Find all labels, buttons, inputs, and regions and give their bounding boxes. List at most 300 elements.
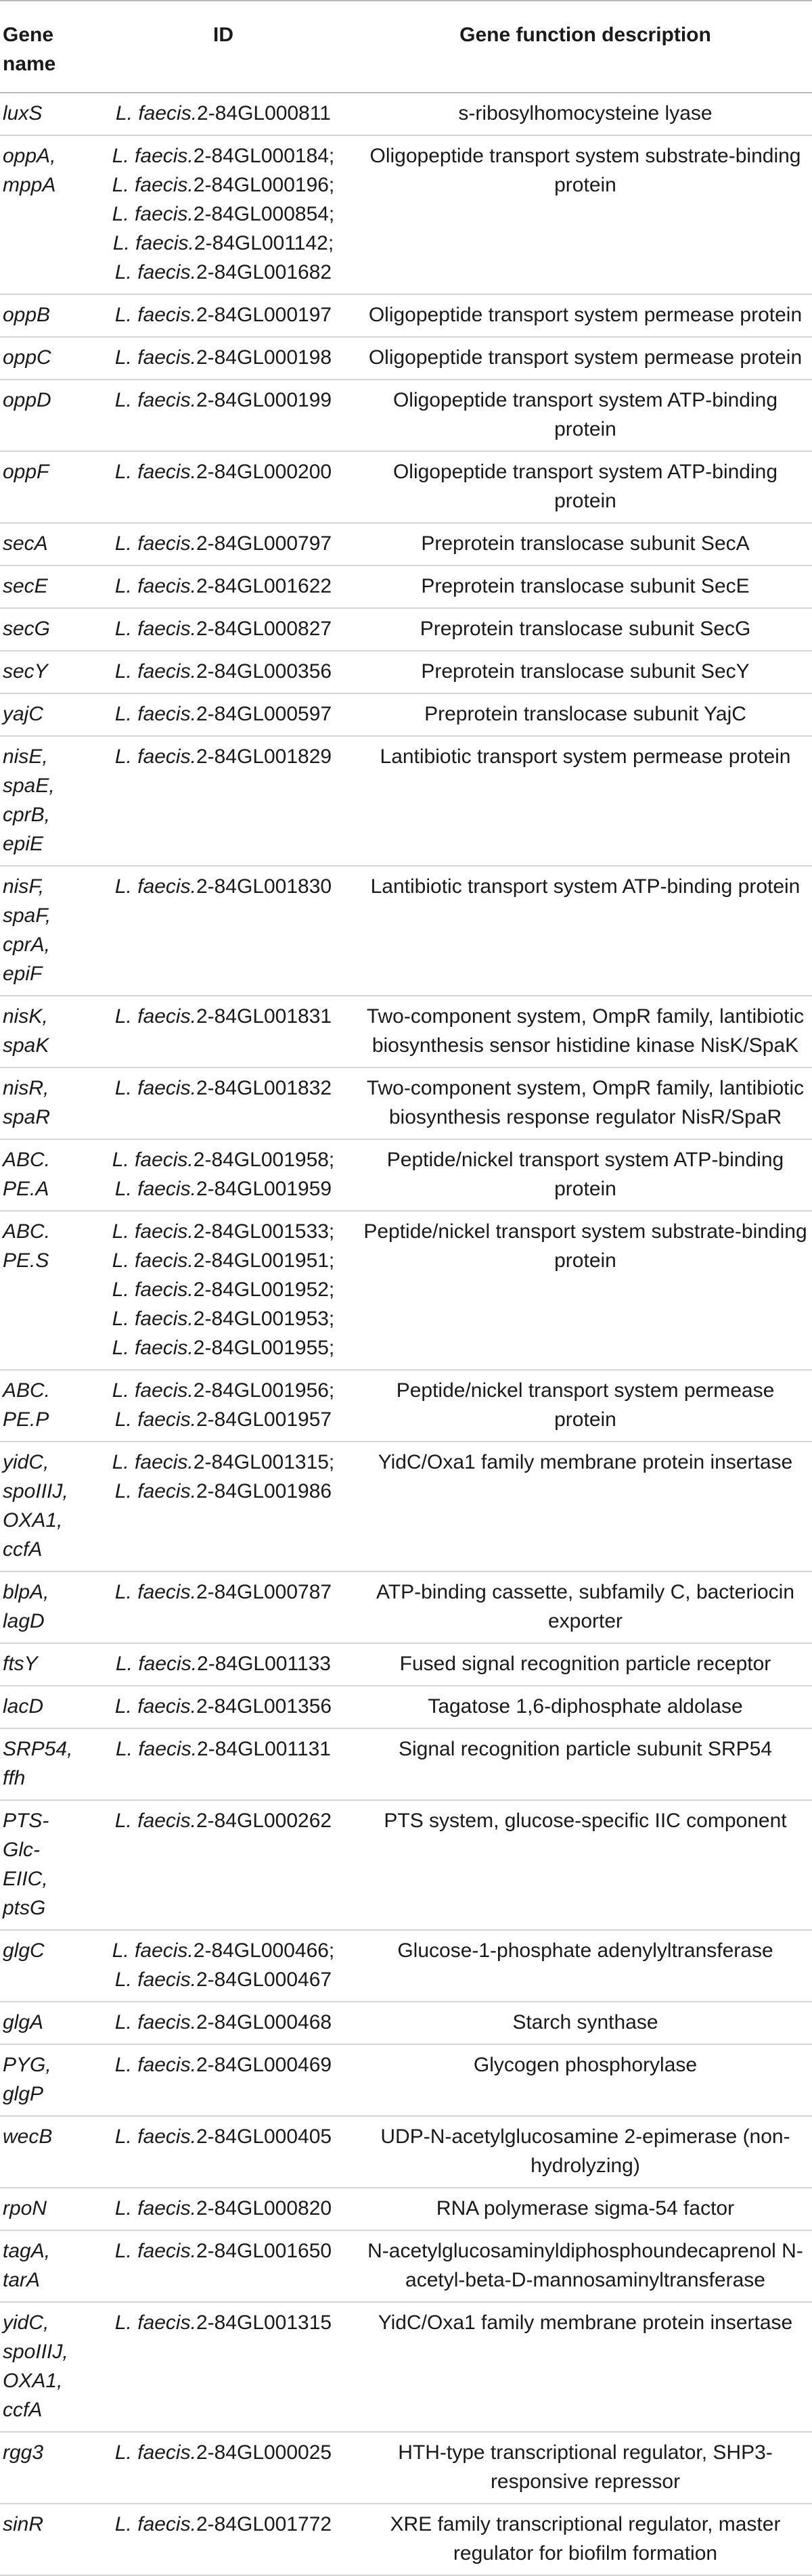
species-prefix: L. faecis. (114, 1005, 196, 1028)
gene-id (92, 457, 355, 486)
gene-name-cell: yajC (0, 693, 88, 736)
gene-id (92, 1333, 355, 1362)
gene-id-cell (88, 93, 359, 135)
gene-id (92, 1936, 355, 1965)
gene-id-number: 2-84GL000466; (193, 1939, 335, 1962)
species-prefix: L. faecis. (112, 1379, 194, 1402)
table-row (0, 135, 812, 294)
gene-description-cell (359, 1800, 812, 1930)
species-prefix: L. faecis. (114, 1178, 196, 1200)
gene-name-cell: secA (0, 523, 88, 566)
gene-description-text: Peptide/nickel transport system substrate-binding protein (363, 1220, 807, 1272)
gene-id (92, 1002, 355, 1031)
species-prefix: L. faecis. (114, 2513, 196, 2535)
gene-id-number: 2-84GL001986 (196, 1480, 332, 1502)
gene-id-cell (88, 1800, 359, 1930)
gene-name-cell: sinR (0, 2504, 88, 2575)
gene-id-cell (88, 451, 359, 523)
species-prefix: L. faecis. (112, 1279, 194, 1301)
gene-id-number: 2-84GL001315; (193, 1451, 335, 1473)
table-row (0, 93, 812, 135)
gene-id (92, 1246, 355, 1275)
table-row (0, 451, 812, 523)
gene-id (92, 343, 355, 372)
description-header: Gene function description (359, 1, 812, 93)
gene-description-cell (359, 2188, 812, 2230)
gene-description-cell (359, 1930, 812, 2002)
gene-description-text: YidC/Oxa1 family membrane protein insertase (378, 2312, 793, 2334)
gene-description-text: Peptide/nickel transport system ATP-binding protein (386, 1149, 784, 1200)
gene-id (92, 1145, 355, 1174)
species-prefix: L. faecis. (112, 1149, 194, 1171)
gene-description-text: Preprotein translocase subunit SecG (420, 618, 751, 640)
table-row (0, 2188, 812, 2230)
gene-id (92, 872, 355, 901)
species-prefix: L. faecis. (114, 575, 196, 597)
gene-description-cell (359, 2044, 812, 2116)
gene-id-cell (88, 1571, 359, 1643)
gene-name-cell: secY (0, 651, 88, 693)
gene-id-cell (88, 1067, 359, 1139)
gene-description-text: Preprotein translocase subunit SecA (421, 532, 750, 555)
gene-id-number: 2-84GL001958; (193, 1149, 335, 1171)
table-row (0, 1571, 812, 1643)
gene-id-cell (88, 1442, 359, 1571)
gene-id (92, 2122, 355, 2151)
gene-id-number: 2-84GL001951; (193, 1249, 335, 1272)
gene-id-number: 2-84GL001650 (196, 2240, 332, 2262)
gene-id (92, 1074, 355, 1103)
gene-name-cell: SRP54, ffh (0, 1728, 88, 1800)
species-prefix: L. faecis. (112, 232, 194, 254)
gene-description-text: Oligopeptide transport system substrate-binding protein (369, 145, 801, 196)
gene-description-text: Oligopeptide transport system permease protein (368, 304, 803, 326)
table-row (0, 2002, 812, 2044)
species-prefix: L. faecis. (112, 1249, 194, 1272)
gene-id (92, 1734, 355, 1764)
gene-description-text: Starch synthase (512, 2011, 658, 2033)
species-prefix: L. faecis. (114, 875, 196, 898)
gene-name-cell: PYG, glgP (0, 2044, 88, 2116)
table-row (0, 380, 812, 451)
gene-description-cell (359, 996, 812, 1067)
table-row (0, 866, 812, 996)
gene-description-text: Preprotein translocase subunit SecE (421, 575, 750, 597)
gene-id-number: 2-84GL001829 (196, 745, 332, 768)
gene-description-text: YidC/Oxa1 family membrane protein insertase (378, 1451, 793, 1473)
gene-id (92, 386, 355, 415)
gene-description-cell (359, 135, 812, 294)
id-header: ID (88, 1, 359, 93)
gene-description-cell (359, 736, 812, 866)
table-row (0, 1930, 812, 2002)
gene-id (92, 1304, 355, 1333)
gene-id-number: 2-84GL000262 (196, 1810, 332, 1832)
gene-id-number: 2-84GL000854; (193, 203, 335, 225)
gene-id (92, 699, 355, 729)
gene-description-text: XRE family transcriptional regulator, master regulator for biofilm formation (390, 2513, 781, 2564)
gene-id-cell (88, 1139, 359, 1211)
gene-id (92, 2194, 355, 2223)
gene-description-cell (359, 1442, 812, 1571)
gene-description-cell (359, 1571, 812, 1643)
gene-description-cell (359, 294, 812, 337)
gene-id-cell (88, 608, 359, 651)
gene-id (92, 170, 355, 200)
gene-description-cell (359, 1728, 812, 1800)
table-row (0, 1211, 812, 1370)
species-prefix: L. faecis. (114, 1695, 196, 1718)
gene-description-text: Fused signal recognition particle receptor (399, 1653, 771, 1675)
gene-id (92, 2050, 355, 2079)
gene-id-cell (88, 2188, 359, 2230)
gene-description-cell (359, 1686, 812, 1728)
table-row (0, 1442, 812, 1571)
gene-id-number: 2-84GL000184; (193, 145, 335, 167)
gene-id-cell (88, 566, 359, 608)
gene-id (92, 742, 355, 771)
gene-id-cell (88, 996, 359, 1067)
gene-description-text: Peptide/nickel transport system permease protein (396, 1379, 775, 1431)
table-row (0, 2432, 812, 2504)
gene-id-number: 2-84GL001959 (196, 1178, 332, 1200)
gene-name-cell: PTS-Glc-EIIC, ptsG (0, 1800, 88, 1930)
table-row (0, 294, 812, 337)
gene-description-text: N-acetylglucosaminyldiphosphoundecaprenol N-acetyl-beta-D-mannosaminyltransferase (367, 2240, 803, 2291)
gene-id-number: 2-84GL000468 (196, 2011, 332, 2033)
gene-id-number: 2-84GL001831 (196, 1005, 332, 1028)
species-prefix: L. faecis. (114, 1077, 196, 1099)
gene-id (92, 2308, 355, 2337)
gene-id-number: 2-84GL001957 (196, 1408, 332, 1431)
gene-name-cell: secE (0, 566, 88, 608)
table-row (0, 1139, 812, 1211)
gene-id (92, 141, 355, 170)
gene-name-cell: rgg3 (0, 2432, 88, 2504)
gene-id (92, 1649, 355, 1678)
gene-id-number: 2-84GL000469 (196, 2054, 332, 2076)
species-prefix: L. faecis. (114, 2312, 196, 2334)
gene-id (92, 1217, 355, 1246)
gene-id-number: 2-84GL001952; (193, 1279, 335, 1301)
gene-id-number: 2-84GL000025 (196, 2441, 332, 2464)
gene-id-cell (88, 380, 359, 451)
table-row (0, 1643, 812, 1686)
gene-id-number: 2-84GL001830 (196, 875, 332, 898)
table-row (0, 996, 812, 1067)
gene-id (92, 1376, 355, 1405)
table-row (0, 1370, 812, 1442)
gene-id-number: 2-84GL001956; (193, 1379, 335, 1402)
gene-description-cell (359, 380, 812, 451)
gene-description-cell (359, 1211, 812, 1370)
gene-description-text: Oligopeptide transport system ATP-binding protein (392, 461, 778, 512)
gene-description-cell (359, 866, 812, 996)
gene-id (92, 1405, 355, 1434)
gene-description-text: s-ribosylhomocysteine lyase (458, 102, 713, 124)
gene-id-cell (88, 2432, 359, 2504)
gene-id (92, 99, 355, 128)
gene-name-cell: ftsY (0, 1643, 88, 1686)
species-prefix: L. faecis. (114, 2054, 196, 2076)
gene-description-cell (359, 693, 812, 736)
gene-name-cell: nisR, spaR (0, 1067, 88, 1139)
gene-id (92, 1578, 355, 1607)
gene-name-cell: glgA (0, 2002, 88, 2044)
gene-description-cell (359, 1370, 812, 1442)
table-row (0, 608, 812, 651)
gene-description-text: Lantibiotic transport system permease protein (380, 745, 791, 768)
species-prefix: L. faecis. (112, 174, 194, 196)
gene-id-cell (88, 693, 359, 736)
gene-id (92, 1965, 355, 1994)
gene-name-cell: oppF (0, 451, 88, 523)
gene-name-cell: lacD (0, 1686, 88, 1728)
species-prefix: L. faecis. (114, 1480, 196, 1502)
gene-name-cell: yidC, spoIIIJ, OXA1, ccfA (0, 1442, 88, 1571)
table-row (0, 1800, 812, 1930)
gene-name-cell: wecB (0, 2116, 88, 2188)
gene-description-text: Glucose-1-phosphate adenylyltransferase (397, 1939, 773, 1962)
species-prefix: L. faecis. (115, 102, 198, 124)
table-row (0, 651, 812, 693)
gene-id-number: 2-84GL000827 (196, 618, 332, 640)
gene-id-cell (88, 2044, 359, 2116)
gene-name-cell: nisF, spaF, cprA, epiF (0, 866, 88, 996)
species-prefix: L. faecis. (112, 1939, 194, 1962)
gene-name-cell: ABC. PE.S (0, 1211, 88, 1370)
species-prefix: L. faecis. (114, 1581, 196, 1603)
gene-id-number: 2-84GL001955; (193, 1337, 335, 1359)
species-prefix: L. faecis. (114, 2011, 196, 2033)
species-prefix: L. faecis. (112, 1308, 194, 1330)
gene-id-cell (88, 2302, 359, 2432)
gene-description-cell (359, 651, 812, 693)
gene-id (92, 300, 355, 329)
gene-id (92, 2236, 355, 2266)
gene-name-cell: rpoN (0, 2188, 88, 2230)
species-prefix: L. faecis. (112, 145, 194, 167)
gene-id-number: 2-84GL000597 (196, 703, 332, 725)
gene-description-text: UDP-N-acetylglucosamine 2-epimerase (non-hydrolyzing) (380, 2125, 790, 2177)
gene-id-number: 2-84GL001315 (196, 2312, 332, 2334)
gene-description-text: RNA polymerase sigma-54 factor (436, 2197, 735, 2220)
gene-name-cell: oppD (0, 380, 88, 451)
gene-description-text: Preprotein translocase subunit YajC (424, 703, 746, 725)
table-row (0, 693, 812, 736)
gene-name-cell: luxS (0, 93, 88, 135)
gene-description-cell (359, 93, 812, 135)
gene-id-number: 2-84GL000200 (196, 461, 332, 483)
gene-id-cell (88, 294, 359, 337)
species-prefix: L. faecis. (114, 346, 196, 369)
gene-name-cell: ABC. PE.P (0, 1370, 88, 1442)
gene-description-text: Oligopeptide transport system ATP-binding protein (392, 389, 778, 440)
gene-name-cell: nisE, spaE, cprB, epiE (0, 736, 88, 866)
gene-id (92, 229, 355, 258)
table-row (0, 736, 812, 866)
gene-id-number: 2-84GL001533; (193, 1220, 335, 1243)
gene-description-cell (359, 608, 812, 651)
table-body (0, 93, 812, 2575)
table-row (0, 1686, 812, 1728)
species-prefix: L. faecis. (114, 745, 196, 768)
gene-id (92, 200, 355, 229)
gene-id-cell (88, 736, 359, 866)
gene-id-number: 2-84GL000198 (196, 346, 332, 369)
gene-description-cell (359, 566, 812, 608)
gene-id (92, 529, 355, 558)
gene-id (92, 1275, 355, 1304)
gene-description-text: Lantibiotic transport system ATP-binding protein (370, 875, 800, 898)
gene-description-cell (359, 337, 812, 380)
species-prefix: L. faecis. (114, 2197, 196, 2220)
gene-name-cell: secG (0, 608, 88, 651)
gene-id-number: 2-84GL001832 (196, 1077, 332, 1099)
gene-id-cell (88, 651, 359, 693)
species-prefix: L. faecis. (114, 618, 196, 640)
gene-name-cell: ABC. PE.A (0, 1139, 88, 1211)
table-row (0, 1728, 812, 1800)
gene-id-cell (88, 135, 359, 294)
species-prefix: L. faecis. (114, 2125, 196, 2148)
gene-id-number: 2-84GL000820 (196, 2197, 332, 2220)
gene-id-cell (88, 1930, 359, 2002)
gene-id-cell (88, 2230, 359, 2302)
gene-description-text: Oligopeptide transport system permease protein (368, 346, 803, 369)
table-row (0, 2504, 812, 2575)
gene-id-cell (88, 866, 359, 996)
gene-id-number: 2-84GL000356 (196, 660, 332, 683)
gene-description-text: ATP-binding cassette, subfamily C, bacteriocin exporter (376, 1581, 795, 1632)
species-prefix: L. faecis. (114, 2441, 196, 2464)
gene-id-number: 2-84GL000405 (196, 2125, 332, 2148)
gene-description-text: Preprotein translocase subunit SecY (421, 660, 750, 683)
gene-id (92, 657, 355, 686)
species-prefix: L. faecis. (112, 1337, 194, 1359)
gene-id-number: 2-84GL001133 (197, 1653, 331, 1675)
gene-description-cell (359, 2504, 812, 2575)
gene-id-cell (88, 2116, 359, 2188)
gene-id-number: 2-84GL001772 (196, 2513, 332, 2535)
gene-description-text: HTH-type transcriptional regulator, SHP3-responsive repressor (398, 2441, 773, 2493)
gene-id-cell (88, 1686, 359, 1728)
gene-id-number: 2-84GL001356 (196, 1695, 332, 1718)
gene-id (92, 572, 355, 601)
species-prefix: L. faecis. (114, 1969, 196, 1991)
gene-id-cell (88, 1370, 359, 1442)
table-row (0, 566, 812, 608)
gene-description-text: Two-component system, OmpR family, lantibiotic biosynthesis response regulator NisR/SpaR (366, 1077, 805, 1128)
gene-description-cell (359, 451, 812, 523)
gene-id-number: 2-84GL001953; (193, 1308, 335, 1330)
species-prefix: L. faecis. (112, 1220, 194, 1243)
species-prefix: L. faecis. (114, 261, 196, 283)
gene-id-number: 2-84GL000797 (196, 532, 332, 555)
gene-description-cell (359, 2002, 812, 2044)
gene-name-cell: yidC, spoIIIJ, OXA1, ccfA (0, 2302, 88, 2432)
gene-description-cell (359, 2302, 812, 2432)
gene-description-cell (359, 2230, 812, 2302)
species-prefix: L. faecis. (114, 1810, 196, 1832)
gene-id-cell (88, 2002, 359, 2044)
gene-id (92, 258, 355, 287)
table-row (0, 2230, 812, 2302)
gene-description-text: PTS system, glucose-specific IIC component (384, 1810, 787, 1832)
gene-description-cell (359, 2432, 812, 2504)
gene-description-text: Signal recognition particle subunit SRP54 (399, 1738, 772, 1760)
gene-description-cell (359, 1139, 812, 1211)
gene-id (92, 2510, 355, 2539)
species-prefix: L. faecis. (114, 1408, 196, 1431)
species-prefix: L. faecis. (112, 203, 194, 225)
gene-description-cell (359, 2116, 812, 2188)
gene-name-cell: glgC (0, 1930, 88, 2002)
gene-id-number: 2-84GL000199 (196, 389, 332, 411)
gene-id (92, 1692, 355, 1721)
gene-id (92, 1806, 355, 1835)
table-row (0, 2302, 812, 2432)
gene-name-cell: oppB (0, 294, 88, 337)
gene-id-cell (88, 523, 359, 566)
gene-name-cell: blpA, lagD (0, 1571, 88, 1643)
gene-id-number: 2-84GL000787 (196, 1581, 332, 1603)
gene-description-cell (359, 1643, 812, 1686)
gene-name-cell: tagA, tarA (0, 2230, 88, 2302)
species-prefix: L. faecis. (114, 389, 196, 411)
species-prefix: L. faecis. (112, 1451, 194, 1473)
gene-name-cell: nisK, spaK (0, 996, 88, 1067)
gene-id-number: 2-84GL000467 (196, 1969, 332, 1991)
gene-name-cell: oppA, mppA (0, 135, 88, 294)
species-prefix: L. faecis. (115, 1653, 198, 1675)
table-row (0, 523, 812, 566)
gene-id-cell (88, 1211, 359, 1370)
species-prefix: L. faecis. (115, 1738, 198, 1760)
species-prefix: L. faecis. (114, 660, 196, 683)
table-row (0, 337, 812, 380)
gene-id (92, 1448, 355, 1477)
gene-description-text: Glycogen phosphorylase (473, 2054, 698, 2076)
gene-id-cell (88, 1728, 359, 1800)
gene-id-number: 2-84GL001142; (194, 232, 334, 254)
gene-id-cell (88, 1643, 359, 1686)
gene-id-number: 2-84GL001131 (197, 1738, 331, 1760)
gene-id (92, 1477, 355, 1506)
gene-id (92, 2438, 355, 2467)
gene-id-number: 2-84GL000196; (193, 174, 335, 196)
gene-description-text: Tagatose 1,6-diphosphate aldolase (428, 1695, 743, 1718)
gene-id (92, 1174, 355, 1203)
table-row (0, 2044, 812, 2116)
species-prefix: L. faecis. (114, 532, 196, 555)
species-prefix: L. faecis. (114, 2240, 196, 2262)
table-row (0, 1067, 812, 1139)
gene-description-text: Two-component system, OmpR family, lantibiotic biosynthesis sensor histidine kinase NisK/SpaK (366, 1005, 805, 1057)
species-prefix: L. faecis. (114, 304, 196, 326)
species-prefix: L. faecis. (114, 461, 196, 483)
gene-id (92, 614, 355, 643)
table-row (0, 2116, 812, 2188)
table-header-row (0, 1, 812, 93)
species-prefix: L. faecis. (114, 703, 196, 725)
gene-name-header: Gene name (0, 1, 88, 93)
gene-id-number: 2-84GL001622 (196, 575, 332, 597)
gene-id-number: 2-84GL000197 (196, 304, 332, 326)
gene-description-cell (359, 1067, 812, 1139)
gene-id-number: 2-84GL001682 (196, 261, 332, 283)
gene-id (92, 2008, 355, 2037)
